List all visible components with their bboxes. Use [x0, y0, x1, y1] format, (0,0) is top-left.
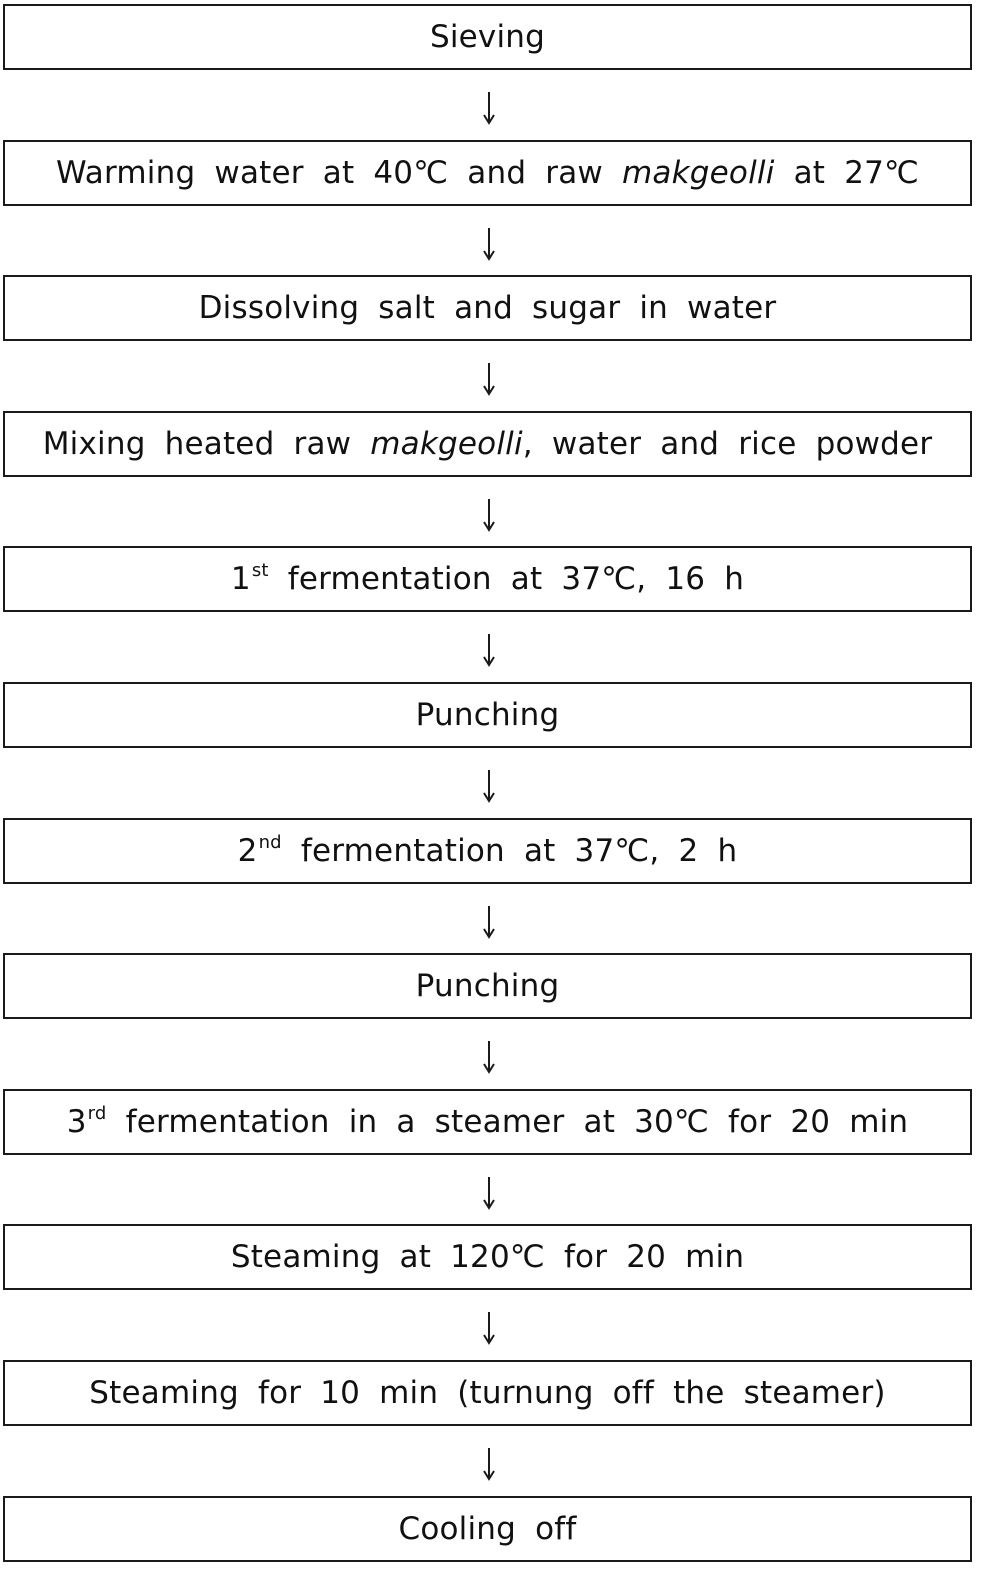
- flow-step-4: [3, 411, 972, 477]
- ordinal-suffix: st: [251, 559, 269, 581]
- flow-step-label: [55, 154, 920, 191]
- down-arrow-icon: [479, 905, 499, 939]
- down-arrow-icon: [479, 633, 499, 667]
- flow-step-3: [3, 275, 972, 341]
- italic-term: makgeolli: [370, 425, 523, 462]
- label-text: fermentation in a steamer at 30℃ for 20 min: [106, 1103, 909, 1140]
- down-arrow-icon: [479, 498, 499, 532]
- flow-step-label: [429, 18, 546, 55]
- down-arrow-icon: [479, 769, 499, 803]
- flow-step-label: [198, 289, 777, 326]
- flow-step-label: [230, 1238, 745, 1275]
- ordinal-suffix: nd: [258, 831, 282, 853]
- flow-step-12: [3, 1496, 972, 1562]
- label-text: 2: [237, 832, 258, 869]
- flow-step-label: [42, 425, 933, 462]
- label-text: Warming water at 40℃ and raw: [55, 154, 623, 191]
- flow-step-8: [3, 953, 972, 1019]
- ordinal-suffix: rd: [87, 1102, 107, 1124]
- label-text: Dissolving salt and sugar in water: [198, 289, 777, 326]
- flow-step-label: [415, 967, 560, 1004]
- label-text: Punching: [415, 696, 560, 733]
- label-text: Sieving: [429, 18, 546, 55]
- flow-step-label: [398, 1510, 577, 1547]
- down-arrow-icon: [479, 227, 499, 261]
- flow-step-11: [3, 1360, 972, 1426]
- italic-term: makgeolli: [622, 154, 775, 191]
- flow-step-9: [3, 1089, 972, 1155]
- flow-step-label: [237, 831, 738, 869]
- flow-step-7: [3, 818, 972, 884]
- flow-step-label: [230, 559, 745, 597]
- label-text: fermentation at 37℃, 2 h: [281, 832, 738, 869]
- flow-step-10: [3, 1224, 972, 1290]
- label-text: at 27℃: [774, 154, 920, 191]
- label-text: Steaming at 120℃ for 20 min: [230, 1238, 745, 1275]
- flow-step-1: [3, 4, 972, 70]
- label-text: Cooling off: [398, 1510, 577, 1547]
- flow-step-6: [3, 682, 972, 748]
- label-text: Mixing heated raw: [42, 425, 371, 462]
- label-text: Steaming for 10 min (turnung off the steamer): [89, 1374, 886, 1411]
- flow-step-label: [89, 1374, 886, 1411]
- flow-step-5: [3, 546, 972, 612]
- down-arrow-icon: [479, 1176, 499, 1210]
- label-text: Punching: [415, 967, 560, 1004]
- label-text: , water and rice powder: [522, 425, 933, 462]
- down-arrow-icon: [479, 1311, 499, 1345]
- flow-step-label: [66, 1102, 909, 1140]
- label-text: 3: [66, 1103, 87, 1140]
- down-arrow-icon: [479, 362, 499, 396]
- down-arrow-icon: [479, 1447, 499, 1481]
- label-text: fermentation at 37℃, 16 h: [268, 560, 745, 597]
- flow-step-2: [3, 140, 972, 206]
- down-arrow-icon: [479, 91, 499, 125]
- label-text: 1: [230, 560, 251, 597]
- down-arrow-icon: [479, 1040, 499, 1074]
- flow-step-label: [415, 696, 560, 733]
